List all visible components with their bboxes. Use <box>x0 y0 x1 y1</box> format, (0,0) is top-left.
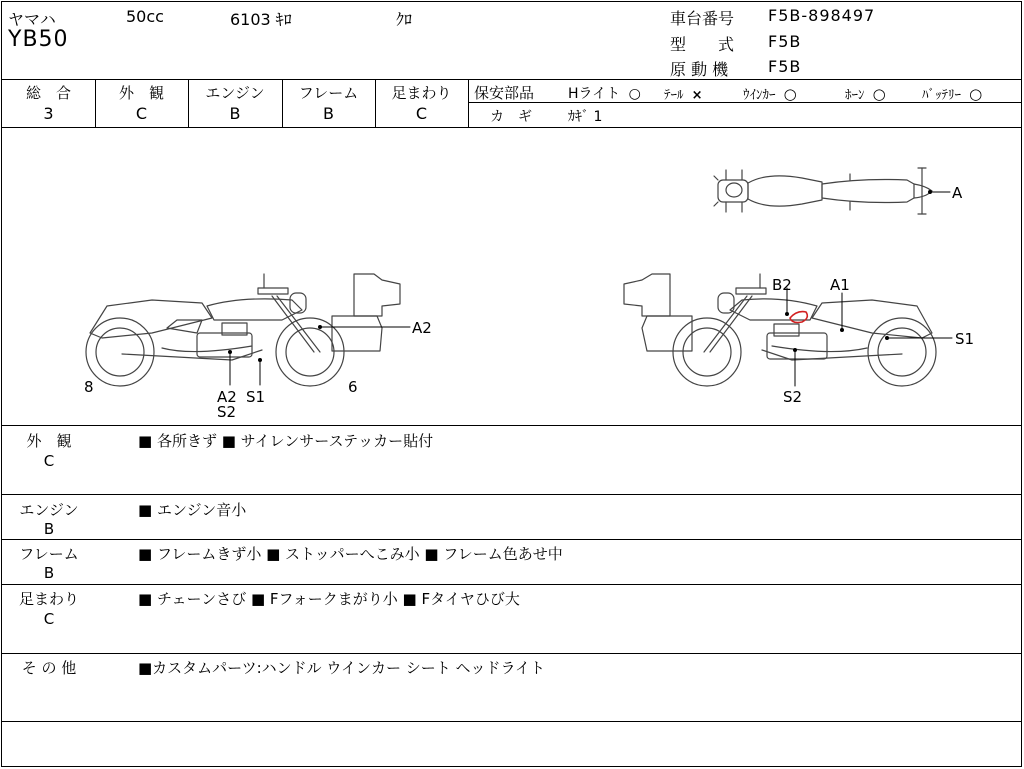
safety-item-horn <box>845 84 886 103</box>
diagram-label: S1 <box>955 330 975 348</box>
key-label: カ ギ <box>490 109 532 125</box>
safety-item-label: Hライト <box>568 86 621 102</box>
safety-item-mark: ○ <box>628 86 641 102</box>
rating-label: フレーム <box>298 84 359 102</box>
motorcycle-top-view <box>714 168 932 214</box>
section-label: エンジン <box>19 501 79 519</box>
diagram-label: A <box>952 184 963 202</box>
frame-number-label: 車台番号 <box>670 9 735 28</box>
section-text: ■ チェーンさび ■ Fフォークまがり小 ■ Fタイヤひび大 <box>138 590 520 608</box>
mileage: 6103 ｷﾛ <box>230 10 292 29</box>
safety-item-mark: ○ <box>783 85 797 103</box>
body-color: ｸﾛ <box>396 10 413 29</box>
section-label: 外 観 <box>26 432 72 450</box>
safety-item-tail <box>664 84 703 103</box>
safety-item-label: ﾃｰﾙ <box>664 88 684 103</box>
safety-item-mark: ○ <box>969 85 983 103</box>
diagram-label: A2 <box>412 319 432 337</box>
safety-item-mark: ○ <box>872 85 886 103</box>
diagram-label: A2 <box>217 388 237 406</box>
key-value: ｶｷﾞ 1 <box>568 109 603 125</box>
diagram-label: S2 <box>217 403 237 421</box>
safety-item-winker <box>743 84 797 103</box>
rating-value: 3 <box>43 104 54 123</box>
frame-number-value: F5B-898497 <box>768 6 876 25</box>
rating-label: 外 観 <box>118 84 164 102</box>
divider <box>2 721 1021 722</box>
diagram-label: 6 <box>348 378 358 396</box>
section-text: ■ 各所きず ■ サイレンサーステッカー貼付 <box>138 432 434 450</box>
divider <box>2 584 1021 585</box>
rating-value: B <box>323 104 334 123</box>
section-text: ■ フレームきず小 ■ ストッパーへこみ小 ■ フレーム色あせ中 <box>138 545 563 563</box>
section-label: そ の 他 <box>21 659 77 677</box>
rating-value: B <box>229 104 241 123</box>
divider <box>2 425 1021 426</box>
type-value: F5B <box>768 32 802 51</box>
safety-item-label: ｳｲﾝｶｰ <box>743 88 776 103</box>
section-grade: C <box>43 610 55 628</box>
engine-type-value: F5B <box>768 57 802 76</box>
section-grade: C <box>43 452 55 470</box>
rating-label: 総 合 <box>25 84 71 102</box>
section-text: ■ エンジン音小 <box>138 501 247 519</box>
damage-diagram <box>2 128 1022 426</box>
diagram-label: S2 <box>783 388 803 406</box>
motorcycle-left-view <box>86 274 400 386</box>
divider <box>2 653 1021 654</box>
section-text: ■カスタムパーツ:ハンドル ウインカー シート ヘッドライト <box>138 659 546 677</box>
diagram-label: S1 <box>246 388 266 406</box>
divider <box>2 539 1021 540</box>
diagram-label: B2 <box>772 276 792 294</box>
divider <box>2 494 1021 495</box>
rating-value: C <box>135 104 148 123</box>
damage-mark <box>790 312 807 323</box>
divider <box>2 79 1021 80</box>
safety-parts-title: 保安部品 <box>474 84 535 102</box>
maker-name: ヤマハ <box>8 10 56 29</box>
rating-label: 足まわり <box>391 84 452 102</box>
safety-item-battery <box>922 84 982 103</box>
safety-item-label: ﾎｰﾝ <box>845 88 865 103</box>
rating-value: C <box>415 104 428 123</box>
rating-label: エンジン <box>205 84 265 102</box>
type-label: 型 式 <box>670 35 735 54</box>
section-label: 足まわり <box>18 590 79 608</box>
inspection-sheet <box>1 1 1022 767</box>
safety-item-headlight <box>568 83 641 103</box>
section-label: フレーム <box>19 545 79 563</box>
section-grade: B <box>43 564 55 582</box>
displacement: 50cc <box>126 7 164 26</box>
diagram-label: A1 <box>830 276 850 294</box>
section-grade: B <box>43 520 55 538</box>
engine-type-label: 原 動 機 <box>670 60 729 79</box>
divider <box>468 79 469 127</box>
safety-item-mark: × <box>691 88 703 103</box>
diagram-label: 8 <box>84 378 94 396</box>
model-name: YB50 <box>8 27 69 52</box>
safety-item-label: ﾊﾞｯﾃﾘｰ <box>922 88 961 103</box>
